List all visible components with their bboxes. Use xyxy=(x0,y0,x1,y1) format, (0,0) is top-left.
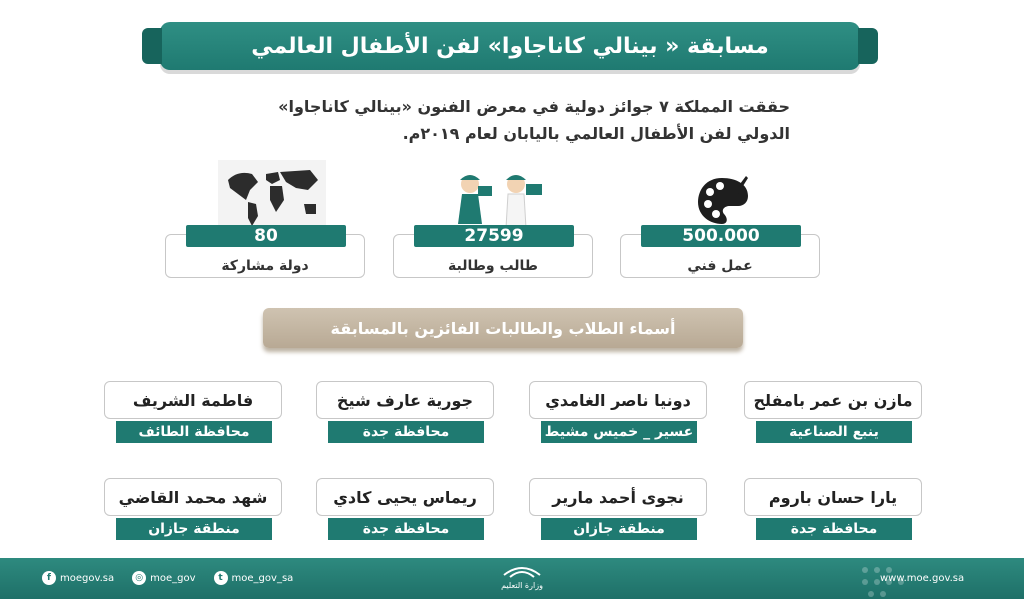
ministry-logo-icon xyxy=(502,563,542,579)
winner-region: عسير _ خميس مشيط xyxy=(541,421,697,443)
winner-name: ريماس يحيى كادي xyxy=(316,478,494,516)
stat-students-label: طالب وطالبة xyxy=(447,258,538,274)
winner-name: شهد محمد القاضي xyxy=(104,478,282,516)
winner-name: نجوى أحمد مارير xyxy=(529,478,707,516)
facebook-handle: moegov.sa xyxy=(60,572,115,584)
palette-icon xyxy=(694,172,752,230)
winner-name: دونيا ناصر الغامدي xyxy=(529,381,707,419)
winner-region: محافظة جدة xyxy=(328,518,484,540)
stat-artworks-label: عمل فني xyxy=(687,258,753,274)
winner-region: محافظة الطائف xyxy=(116,421,272,443)
winner-region: منطقة جازان xyxy=(541,518,697,540)
winner-region: محافظة جدة xyxy=(756,518,912,540)
world-map-icon xyxy=(218,160,326,230)
winner-name: فاطمة الشريف xyxy=(104,381,282,419)
winner-card xyxy=(316,478,494,540)
facebook-link[interactable] xyxy=(42,571,114,585)
facebook-icon: f xyxy=(42,571,56,585)
instagram-link[interactable] xyxy=(132,571,195,585)
winner-region: ينبع الصناعية xyxy=(756,421,912,443)
winners-header-text: أسماء الطلاب والطالبات الفائزين بالمسابقة xyxy=(330,318,676,338)
winner-card xyxy=(104,381,282,443)
winner-name: يارا حسان باروم xyxy=(744,478,922,516)
page-title xyxy=(160,22,860,70)
stat-countries-value: 80 xyxy=(186,225,346,247)
intro-line-2: الدولي لفن الأطفال العالمي باليابان لعام ٢٠١٩م. xyxy=(402,124,790,143)
instagram-icon: ◎ xyxy=(132,571,146,585)
winner-card xyxy=(744,478,922,540)
stat-students-value: 27599 xyxy=(414,225,574,247)
winners-header xyxy=(263,308,743,348)
winner-card xyxy=(316,381,494,443)
winner-card xyxy=(744,381,922,443)
winner-name: جورية عارف شيخ xyxy=(316,381,494,419)
winner-card xyxy=(529,381,707,443)
intro-text xyxy=(270,93,790,147)
winner-region: منطقة جازان xyxy=(116,518,272,540)
stat-artworks-value: 500.000 xyxy=(641,225,801,247)
twitter-link[interactable] xyxy=(214,571,294,585)
winner-card xyxy=(529,478,707,540)
website-link[interactable]: www.moe.gov.sa xyxy=(880,573,965,584)
ministry-logo-text: وزارة التعليم xyxy=(501,581,543,590)
stat-countries xyxy=(165,226,365,278)
intro-line-1: حققت المملكة ٧ جوائز دولية في معرض الفنون «بينالي كاناجاوا» xyxy=(278,97,790,116)
winner-card xyxy=(104,478,282,540)
twitter-handle: moe_gov_sa xyxy=(231,572,294,584)
stat-countries-label: دولة مشاركة xyxy=(221,258,309,274)
ministry-logo xyxy=(492,563,552,595)
winner-region: محافظة جدة xyxy=(328,421,484,443)
twitter-icon: t xyxy=(214,571,228,585)
footer-social-links xyxy=(42,571,293,585)
winner-name: مازن بن عمر بامفلح xyxy=(744,381,922,419)
instagram-handle: moe_gov xyxy=(150,572,196,584)
page-title-text: مسابقة « بينالي كاناجاوا» لفن الأطفال العالمي xyxy=(251,33,769,59)
stat-students xyxy=(393,226,593,278)
stat-artworks xyxy=(620,226,820,278)
students-icon xyxy=(448,168,558,232)
